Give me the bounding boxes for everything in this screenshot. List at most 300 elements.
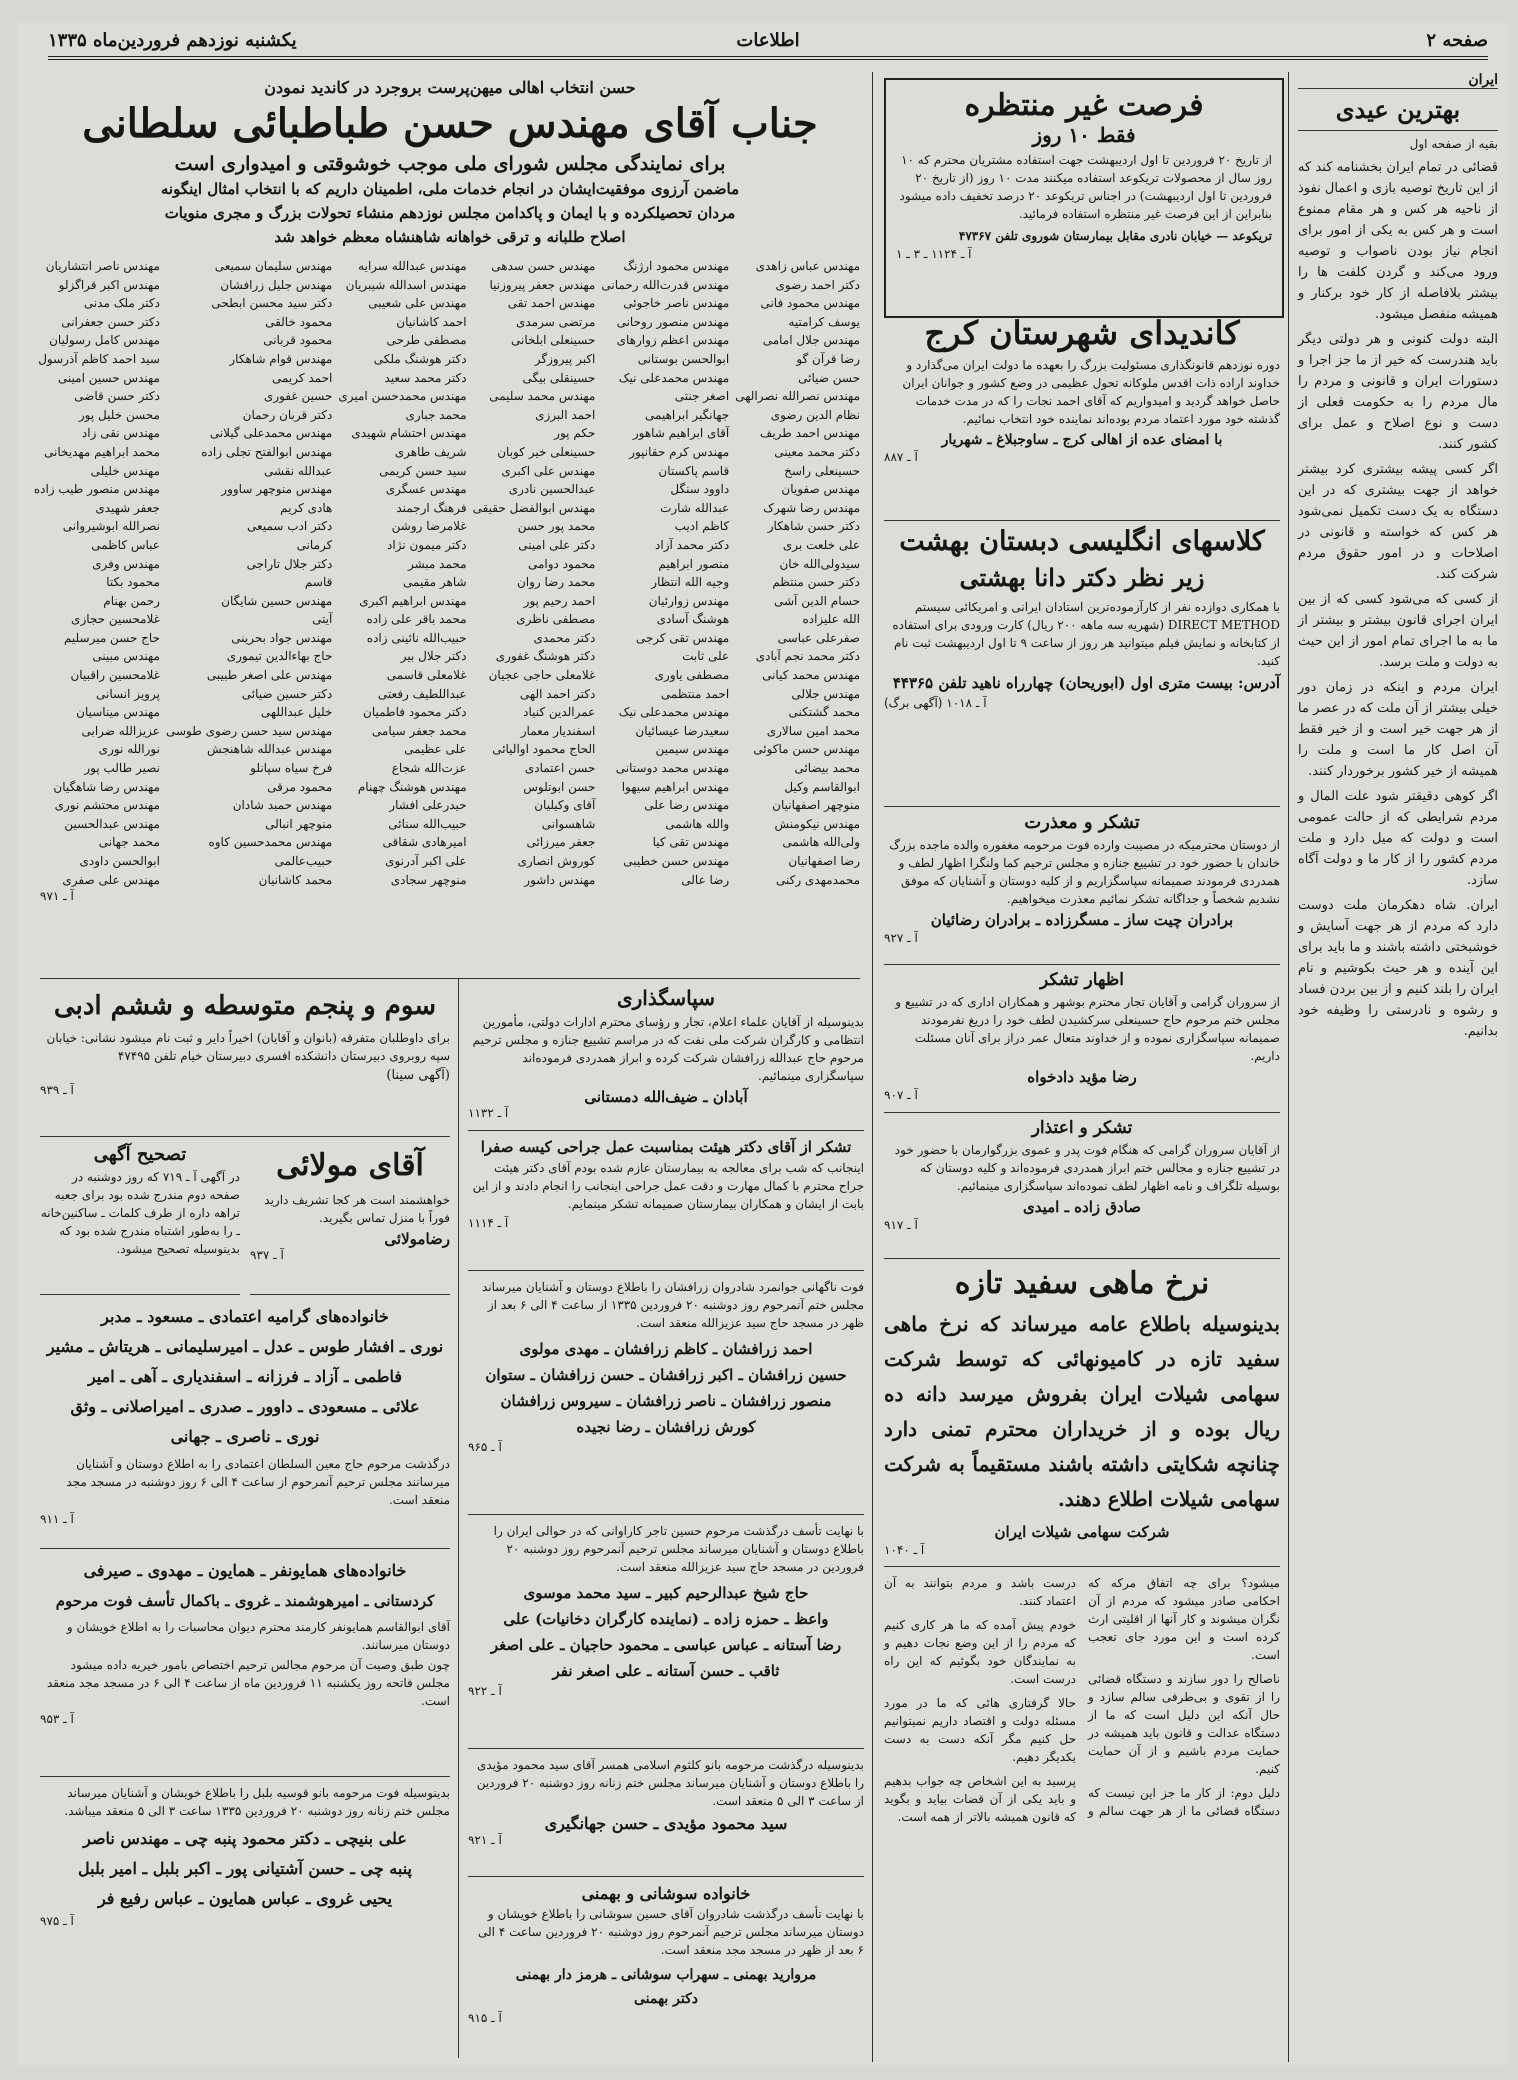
notice-title: آقای مولائی bbox=[276, 1148, 424, 1183]
signatory-name: آیتی bbox=[312, 612, 333, 627]
signatory-name: محمد کاشانیان bbox=[258, 872, 333, 887]
signatory-name: پرویز انسانی bbox=[96, 686, 160, 701]
signatory-name: جعفر شهیدی bbox=[95, 500, 160, 515]
signatory-name: محمود بکتا bbox=[106, 575, 160, 590]
signatory-name: مهندس جعفر پیروزنیا bbox=[489, 277, 596, 292]
humayun-notice bbox=[40, 1556, 450, 1777]
editorial-paragraph: اگر کوهی دقیقتر شود علت المال و مردم شرایطی که از حالت عمومی است و دولت که میل دارد و ملت مردم کشور را از کار ما و دولت آگاه سازد. bbox=[1298, 789, 1498, 888]
main-announcement bbox=[33, 78, 860, 979]
editorial-paragraph: از کسی که می‌شود کسی که از بین ایران اجرای قانون بیشتر و بیشتر از ما به ما اجرای تمام امور از این حیث به دولت و ملت برسد. bbox=[1298, 592, 1498, 670]
ad-subtitle: فقط ۱۰ روز bbox=[1032, 123, 1136, 147]
notice-names: نوری ـ افشار طوس ـ عدل ـ امیرسلیمانی ـ هریتاش ـ مشیر bbox=[46, 1337, 444, 1356]
signatory-name: مهندس رضا شاهگیان bbox=[53, 779, 160, 794]
signatory-name: دکتر احمد رضوی bbox=[775, 277, 860, 292]
announcement-kicker: حسن انتخاب اهالی میهن‌پرست بروجرد در کاندید نمودن bbox=[264, 78, 636, 97]
signatory-name: مهندس صفویان bbox=[781, 482, 860, 497]
notice-names: حاج شیخ عبدالرحیم کبیر ـ سید محمد موسوی bbox=[523, 1584, 809, 1602]
signatory-name: مهندس میناسیان bbox=[76, 705, 160, 720]
signatory-name: مهندس محمود ارژنگ bbox=[623, 259, 730, 273]
school-ad bbox=[40, 986, 450, 1137]
signatory-name: شاهسوانی bbox=[541, 816, 596, 831]
ad-signer: صادق زاده ـ امیدی bbox=[1023, 1198, 1141, 1216]
signatory-name: محمد جعفر سیامی bbox=[371, 723, 467, 738]
signatory-name: کوروش انصاری bbox=[517, 854, 596, 868]
signatory-name: مهندس عبدالله سرایه bbox=[358, 259, 467, 273]
signatory-name: مهندس نیکومنش bbox=[774, 816, 860, 831]
soushani-notice bbox=[468, 1884, 864, 2054]
signatory-name: ابوالقاسم وکیل bbox=[784, 779, 860, 794]
signatory-name: الله علیزاده bbox=[802, 612, 860, 627]
signatory-name: مهندس علی صفری bbox=[62, 872, 160, 887]
notice-names: واعظ ـ حمزه زاده ـ (نماینده کارگران دخانیات) علی bbox=[503, 1610, 829, 1628]
english-class-ad bbox=[884, 526, 1280, 807]
signatory-name: الحاج محمود اوالیائی bbox=[492, 742, 596, 757]
signatory-name: اکبر پیروزگر bbox=[534, 351, 596, 366]
signatory-name: دکتر جلال تاراجی bbox=[246, 556, 333, 571]
signatory-name: فرهنگ ارجمند bbox=[396, 500, 467, 515]
signatory-name: مهندس تقی کیا bbox=[652, 835, 730, 850]
ad-title: سپاسگذاری bbox=[616, 986, 716, 1010]
editorial-paragraph: بقیه از صفحه اول bbox=[1409, 137, 1498, 151]
ad-code: آ ـ ۹۱۷ bbox=[884, 1218, 918, 1232]
notice-names: فاطمی ـ آزاد ـ فرزانه ـ اسفندیاری ـ آهی ـ امیر bbox=[87, 1367, 403, 1386]
signatory-name: محمد گشتکنی bbox=[788, 705, 860, 720]
signatory-name: مهندس علی شعیبی bbox=[368, 296, 467, 311]
signatory-name: مهندس محمد دوستانی bbox=[615, 761, 730, 776]
beheshti-notice bbox=[40, 1784, 450, 2054]
notice-names: ثاقب ـ حسن آستانه ـ علی اصغر نفر bbox=[552, 1662, 780, 1680]
signatory-name: محمد ابراهیم مهدیخانی bbox=[44, 444, 160, 459]
politics-ad bbox=[468, 986, 864, 1131]
correction-notice bbox=[40, 1144, 240, 1295]
signatory-name: مهندس منصور طیب زاده bbox=[33, 482, 160, 497]
signatory-name: دکتر حسن جعفرانی bbox=[61, 314, 160, 329]
signatory-name: محمد پور حسن bbox=[517, 519, 596, 534]
signatory-name: مهندس عبدالحسین bbox=[64, 816, 160, 831]
signatory-name: قاسم پاکستان bbox=[658, 463, 730, 478]
signatory-name: حسن اعتمادی bbox=[524, 761, 596, 776]
column-rule bbox=[1288, 72, 1289, 2062]
notice-names: کردستانی ـ امیرهوشمند ـ غروی ـ باکمال تأسف فوت مرحوم bbox=[55, 1592, 435, 1610]
signatory-name: مصطفی یاوری bbox=[654, 668, 730, 683]
signatory-name: مهندس حسین شایگان bbox=[221, 593, 333, 608]
notice-names: مروارید بهمنی ـ سهراب سوشانی ـ هرمز دار بهمنی bbox=[515, 1967, 817, 1983]
signatory-name: مرتضی سرمدی bbox=[515, 314, 596, 329]
ad-code: آ ـ ۹۶۵ bbox=[468, 1440, 502, 1454]
article-paragraph: پرسید به این اشخاص چه جواب بدهیم و باید یکی از آن قضات بیاید و بگوید که قانون همیشه بالاتر از همه است. bbox=[884, 1774, 1076, 1824]
signatory-name: مهندس محمدعلی گیلانی bbox=[209, 426, 333, 441]
signatory-name: حبیب‌الله سنائی bbox=[388, 816, 467, 831]
signatory-name: مهندس مبینی bbox=[92, 649, 160, 664]
paper-name: اطلاعات bbox=[736, 30, 800, 51]
ad-signers: با امضای عده از اهالی کرج ـ ساوجبلاغ ـ شهریار bbox=[941, 432, 1223, 448]
signatory-name: منوچهر اصفهانیان bbox=[772, 798, 860, 813]
signatory-name: دکتر هوشنگ ملکی bbox=[373, 351, 467, 366]
signatory-name: آقای ابراهیم شاهور bbox=[632, 426, 730, 441]
signatory-name: مهندس تقی کرجی bbox=[635, 630, 730, 645]
signatory-name: مهندس علی اکبری bbox=[501, 463, 596, 478]
notice-text: چون طبق وصیت آن مرحوم مجالس ترحیم اختصاص بامور خیریه داده میشود مجلس فاتحه روز یکشنبه ۱۱ فروردین ماه از ساعت ۴ الی ۶ در مسجد مجد منعقد است. bbox=[46, 1658, 450, 1708]
signatory-name: نصیر طالب پور bbox=[84, 761, 160, 776]
signatory-name: هوشنگ آسادی bbox=[656, 612, 730, 627]
notice-names: علائی ـ مسعودی ـ داوور ـ صدری ـ امیراصلانی ـ وثق bbox=[70, 1397, 420, 1416]
signatory-name: حسن ضیائی bbox=[798, 370, 860, 385]
signatory-name: رضا قرآن گو bbox=[796, 351, 860, 366]
signatory-name: مهندس هوشنگ چهنام bbox=[357, 779, 467, 794]
notice-names: کورش زرافشان ـ رضا نجیده bbox=[576, 1418, 756, 1436]
signatory-name: غلامرضا روشن bbox=[391, 519, 467, 534]
signatory-name: مهندس قوام شاهکار bbox=[229, 351, 333, 366]
signatory-name: حسینعلی خیر کوبان bbox=[497, 444, 596, 459]
notice-title: خانواده سوشانی و بهمنی bbox=[581, 1884, 751, 1903]
section-label: ایران bbox=[1298, 72, 1498, 89]
karaj-ad bbox=[884, 314, 1280, 521]
ad-code: آ ـ ۹۳۷ bbox=[250, 1248, 284, 1262]
signatory-name: مهندس رضا شهرک bbox=[763, 500, 860, 515]
signatory-name: مصطفی طرحی bbox=[386, 333, 467, 348]
signatory-name: مهندس ابراهیم اکبری bbox=[359, 593, 467, 608]
signatory-name: دکتر محمد آزاد bbox=[655, 537, 730, 552]
fish-price-ad bbox=[884, 1266, 1280, 1567]
signatory-name: مهندس ابوالفتح تجلی زاده bbox=[201, 444, 333, 459]
signatory-name: محسن خلیل پور bbox=[78, 407, 160, 422]
signatory-name: حسینعلی راسخ bbox=[784, 463, 860, 478]
ad-text: از آقایان سروران گرامی که هنگام فوت پدر و عموی بزرگوارمان با حضور خود در تشییع جنازه و مجالس ختم ابراز همدردی فرموده‌اند و کلیه دوستان که بوسیله تلگراف و نامه اظهار لطف نموده‌اند سپاسگزاری مینمائیم. bbox=[894, 1143, 1280, 1193]
signatory-name: دکتر قربان رحمان bbox=[242, 407, 333, 422]
signatory-name: علی عظیمی bbox=[404, 742, 467, 757]
ad-code: آ ـ ۸۸۷ bbox=[884, 450, 918, 464]
signatory-name: عبداللطیف رفعتی bbox=[377, 686, 467, 701]
surgery-thanks-ad bbox=[468, 1138, 864, 1271]
signatory-name: محمد امین سالاری bbox=[766, 723, 860, 738]
signatory-name: دکتر سید محسن ابطحی bbox=[211, 296, 333, 311]
signatory-name: عزیزالله ضرابی bbox=[81, 723, 160, 738]
article-paragraph: خودم پیش آمده که ما هر کاری کنیم که مردم را از این وضع نجات دهیم و به نمایندگان خود بگوئیم که این راه درست است. bbox=[884, 1618, 1076, 1686]
notice-text: درگذشت مرحوم حاج معین السلطان اعتمادی را به اطلاع دوستان و آشنایان میرسانند مجلس ترحیم آنمرحوم از ساعت ۴ الی ۶ روز دوشنبه در مسجد مجد منعقد است. bbox=[66, 1457, 450, 1507]
ad-code: آ ـ ۹۱۵ bbox=[468, 2011, 502, 2025]
signatory-name: احمد کریمی bbox=[271, 370, 333, 385]
signatory-name: فرخ سیاه سپانلو bbox=[250, 761, 333, 776]
signatory-name: مهندس جلیل زرافشان bbox=[220, 277, 333, 292]
signatory-name: دکتر حسن منتظم bbox=[772, 575, 860, 590]
signatory-name: مهندس سید حسن رضوی طوسی bbox=[165, 723, 333, 738]
signatory-name: محمد مبشر bbox=[407, 556, 467, 571]
signatory-name: دکتر احمد الهی bbox=[519, 686, 596, 701]
ad-signers: برادران چیت ساز ـ مسگرزاده ـ برادران رضائیان bbox=[930, 911, 1234, 929]
signatory-name: دکتر محمد معینی bbox=[774, 444, 860, 459]
signatory-name: شریف طاهری bbox=[394, 444, 467, 459]
column-rule bbox=[872, 72, 873, 2062]
ad-address: تریکوعد — خیابان نادری مقابل بیمارستان شوروی تلفن ۴۷۳۶۷ bbox=[958, 229, 1272, 243]
editorial-paragraph: ایران. شاه دهکرمان ملت دوست دارد که مردم از هر جهت آسایش و خوشبختی داشته باشند و ما باید برای این آینده و هر حیث بکوشیم و نام ایران را بلند کنیم و از بین بردن فساد و رشوه و نادرستی را وظیفه خود بدانیم. bbox=[1298, 898, 1498, 1039]
notice-names: دکتر بهمنی bbox=[633, 1991, 699, 2007]
notice-signer: سید محمود مؤیدی ـ حسن جهانگیری bbox=[544, 1814, 788, 1833]
signatory-name: رضا اصفهانیان bbox=[788, 854, 860, 868]
signatory-name: مهندس محمدعلی نیک bbox=[618, 705, 730, 720]
signatory-name: مهندس محمدحسن امیری bbox=[338, 389, 467, 404]
signatory-name: مصطفی ناظری bbox=[516, 612, 596, 627]
signatory-name: محمد بیضائی bbox=[794, 761, 860, 776]
ad-text: اینجانب که شب برای معالجه به بیمارستان عازم شده بودم آقای دکتر هیئت جراح محترم با کمال مهارت و دقت عمل جراحی اینجانب را انجام دادند و از این بابت از ایشان و همکاران بیمارستان صمیمانه تشکر مینمایم. bbox=[472, 1161, 864, 1211]
signatory-name: حاج حسن میرسلیم bbox=[63, 630, 160, 645]
ad-title: تشکر و اعتذار bbox=[1031, 1118, 1133, 1138]
signatory-name: مهندس عبدالله شاهنجش bbox=[207, 742, 333, 757]
signatory-name: مهندس عباس زاهدی bbox=[755, 259, 860, 273]
signatory-name: مهندس عسگری bbox=[385, 482, 467, 497]
ad-title: فرصت غیر منتظره bbox=[964, 88, 1204, 123]
notice-text: با نهایت تأسف درگذشت شادروان آقای حسین سوشانی را باطلاع خویشان و دوستان میرساند مجلس ترحیم آنمرحوم روز دوشنبه ۲۰ فروردین ساعت ۴ الی ۶ بعد از ظهر در مسجد مجد منعقد است. bbox=[478, 1907, 864, 1957]
announcement-line: اصلاح طلبانه و ترقی خواهانه شاهنشاه معظم خواهد شد bbox=[274, 228, 626, 246]
ad-title: نرخ ماهی سفید تازه bbox=[954, 1266, 1210, 1301]
signatory-name: ولی‌الله هاشمی bbox=[782, 835, 860, 850]
signatory-name: مهندس سلیمان سمیعی bbox=[214, 259, 333, 273]
ad-code: آ ـ ۱۱۳۲ bbox=[468, 1106, 509, 1120]
notice-text: بدینوسیله درگذشت مرحومه بانو کلثوم اسلامی همسر آقای سید محمود مؤیدی را باطلاع دوستان و آشنایان میرساند مجلس ختم زنانه روز دوشنبه ۲۰ فروردین از ساعت ۳ الی ۵ منعقد است. bbox=[476, 1758, 864, 1808]
signatory-name: هادی کریم bbox=[280, 500, 333, 515]
signatory-name: علی خلعت بری bbox=[782, 537, 860, 552]
announcement-line: مردان تحصیلکرده و با ایمان و پاکدامن مجلس نوزدهم منشاء تحولات بزرگ و مجری منویات bbox=[164, 204, 736, 222]
notice-title: خانواده‌های همایونفر ـ همایون ـ مهدوی ـ صیرفی bbox=[83, 1561, 407, 1580]
signatory-name: محمود خالقی bbox=[265, 314, 333, 329]
ad-code: آ ـ ۹۷۵ bbox=[40, 1914, 74, 1928]
column-rule bbox=[458, 978, 459, 2058]
signatory-name: جعفر میرزائی bbox=[526, 835, 596, 850]
signatory-name: ابوالحسن داودی bbox=[79, 854, 160, 868]
signatory-name: احمد رحیم پور bbox=[523, 593, 596, 608]
signatory-name: امیرهادی شقاقی bbox=[382, 835, 467, 850]
signatory-name: حسینقلی بیگی bbox=[522, 370, 596, 385]
signatory-name: غلامعلی حاجی عجیان bbox=[488, 668, 596, 683]
signatory-name: عبدالحسین نادری bbox=[508, 482, 596, 497]
signatories-grid bbox=[33, 257, 860, 889]
signatory-name: منوچهر سجادی bbox=[390, 872, 467, 887]
signatory-name: حبیب‌الله نائینی زاده bbox=[366, 630, 467, 645]
date-line: یکشنبه نوزدهم فروردین‌ماه ۱۳۳۵ bbox=[48, 30, 297, 51]
masthead bbox=[48, 30, 1488, 60]
ad-signer: شرکت سهامی شیلات ایران bbox=[994, 1523, 1170, 1541]
signatory-name: مهندس اسدالله شیبریان bbox=[345, 277, 467, 292]
signatory-name: مهندس ناصر انتشاریان bbox=[45, 259, 160, 273]
ad-text: با همکاری دوازده نفر از کارآزموده‌ترین استادان ایرانی و امریکائی سیستم DIRECT METHOD (شهریه سه ماهه ۲۰۰ ریال) کارت ورودی برای استفاده از کتابخانه و نمایش فیلم میتوانید هر روز از ساعت ۹ تا اول اردیبهشت ثبت نام کنید. bbox=[892, 600, 1280, 668]
signatory-name: مهندس منوچهر ساوور bbox=[221, 482, 333, 497]
signatory-name: محمود قربانی bbox=[263, 333, 333, 348]
editorial-column bbox=[1298, 72, 1498, 2062]
notice-names: علی بنیچی ـ دکتر محمود پنبه چی ـ مهندس ناصر bbox=[83, 1829, 407, 1848]
ad-note: (آگهی سینا) bbox=[386, 1068, 450, 1083]
signatory-name: عبدالله نقشی bbox=[263, 463, 333, 478]
signatory-name: غلامعلی قاسمی bbox=[386, 668, 467, 683]
signatory-name: مهندس نقی زاد bbox=[81, 426, 160, 441]
signatory-name: مهندس وفری bbox=[92, 556, 160, 571]
editorial-paragraph: قضائی در تمام ایران بخشنامه کند که از این تاریخ توصیه بازی و اعمال نفوذ از ناحیه هر کس و هر مقام ممنوع است و هر کس به یکی از امور برای انجام نیاز بودن ناصواب و توصیه ورود می‌کند و گردن کلفت ها را بیشتر بلافاصله از کار خود برکنار و همیشه منفصل میشود. bbox=[1298, 160, 1498, 322]
signatory-name: سیدولی‌الله خان bbox=[779, 556, 860, 571]
ad-code: آ ـ ۹۱۱ bbox=[40, 1512, 74, 1526]
notice-signer: رضامولائی bbox=[384, 1230, 450, 1248]
signatory-name: مهندس زوارئیان bbox=[648, 593, 730, 608]
ad-signer: آبادان ـ ضیف‌الله دمستانی bbox=[584, 1088, 748, 1106]
signatory-name: منصور ابراهیم bbox=[658, 556, 730, 571]
signatory-name: مهندس سیمین bbox=[655, 742, 730, 757]
notice-names: نوری ـ ناصری ـ جهانی bbox=[170, 1427, 320, 1446]
signatory-name: مهندس محمود فانی bbox=[760, 296, 860, 311]
signatory-name: مهندس جلال امامی bbox=[762, 333, 860, 348]
ad-signer: رضا مؤید دادخواه bbox=[1027, 1068, 1137, 1086]
article-paragraph: ناصالح را دور سازند و دستگاه قضائی را از تقوی و بی‌طرفی سالم سازد و حال آنکه این دلیل است که ما از دستگاه عدالت و قانون باید همیشه در حمایت مردم باشیم و از آن حمایت کنیم. bbox=[1088, 1672, 1280, 1776]
signatory-name: دکتر حسن شاهکار bbox=[767, 519, 860, 534]
signatory-name: عبدالله شارت bbox=[660, 500, 730, 515]
signatory-name: حیدرعلی افشار bbox=[389, 798, 467, 813]
signatory-name: مهندس اعظم زوارهای bbox=[616, 333, 730, 348]
signatory-name: غلامحسین راقبیان bbox=[70, 668, 160, 683]
notice-text: در آگهی آ ـ ۷۱۹ که روز دوشنبه در صفحه دوم مندرج شده بود برای جعبه تراهه داره از طرف کلمات ـ ساکنین‌خانه ـ را به‌طور اشتباه مندرج شده بود که بدینوسیله تصحیح میشود. bbox=[40, 1170, 240, 1256]
signatory-name: سعیدرضا عیسائیان bbox=[635, 723, 730, 738]
editorial-paragraph: البته دولت کنونی و هر دولتی دیگر باید هندرست که خیر از ما جز اجرا و دستورات ایران و قانونی و مردم را مال مردم را به حکومت فعلی از دست و نوع اصلاح و عمل برای کشور کنند. bbox=[1298, 332, 1498, 452]
signatory-name: محمد باقر علی زاده bbox=[366, 612, 467, 627]
ad-code: آ ـ ۱۱۲۴ ـ ۳ ـ ۱ bbox=[896, 247, 972, 261]
ad-title: سوم و پنجم متوسطه و ششم ادبی bbox=[53, 991, 437, 1021]
ad-text: بدینوسیله باطلاع عامه میرساند که نرخ ماهی سفید تازه در کامیونهائی که توسط شرکت سهامی شیلات ایران بفروش میرسد دانه ده ریال بوده و از خریداران محترم تمنی دارد چنانچه شکایتی داشته باشند مستقیماً به شرکت سهامی شیلات اطلاع دهند. bbox=[884, 1312, 1280, 1511]
ad-text: بدینوسیله از آقایان علماء اعلام، تجار و رؤسای محترم ادارات دولتی، مأمورین انتظامی و کارگران شرکت ملی نفت که در مراسم تشییع جنازه و مجلس ترحیم مرحوم حاج عبدالله زرافشان شرکت کرده و ابراز همدردی فرموده‌اند سپاسگزاری مینمائیم. bbox=[472, 1015, 864, 1083]
article-tail bbox=[884, 1574, 1280, 2054]
signatory-name: مهندس نصرالله نصرالهی bbox=[735, 389, 860, 404]
notice-title: خانواده‌های گرامیه اعتمادی ـ مسعود ـ مدبر bbox=[101, 1307, 389, 1326]
signatory-name: مهندس حسن ماکوئی bbox=[753, 742, 860, 757]
signatory-name: سید احمد کاظم آذرسول bbox=[38, 351, 160, 366]
ad-text: از دوستان محترمیکه در مصیبت وارده فوت مرحومه مغفوره والده ماجده بزرگ خاندان با حضور خود در تشییع جنازه و مجلس ترحیم کما ولنگرا اظهار لطف و همدردی فرمودند صمیمانه سپاسگزاریم و از کلیه دوستان و آشنایان که موفق نشدیم شخصاً و جداگانه تشکر نمائیم معذرت میخواهیم. bbox=[889, 838, 1280, 906]
signatory-name: غلامحسین حجازی bbox=[71, 612, 160, 627]
signatory-name: دکتر ادب سمیعی bbox=[247, 519, 333, 534]
ad-title: تشکر و معذرت bbox=[1024, 812, 1140, 833]
signatory-name: مهندس جلالی bbox=[791, 686, 860, 701]
signatory-name: دکتر جلال بیر bbox=[400, 649, 467, 664]
ad-title: کلاسهای انگلیسی دبستان بهشت bbox=[899, 526, 1265, 557]
signatory-name: مهندس قدرت‌الله رحمانی bbox=[601, 277, 730, 292]
signatory-name: مهندس کرم حقانپور bbox=[629, 444, 730, 459]
article-paragraph: حالا گرفتاری هائی که ما در مورد مسئله دولت و اقتصاد داریم نمیتوانیم حل کنیم مگر آنکه دست به دست یکدیگر دهیم. bbox=[884, 1696, 1076, 1764]
notice-names: رضا آستانه ـ عباس عباسی ـ محمود حاجیان ـ علی اصغر bbox=[490, 1636, 842, 1654]
notice-names: پنبه چی ـ حسن آشتیانی پور ـ اکبر بلبل ـ امیر بلبل bbox=[78, 1859, 412, 1878]
signatory-name: حسین غفوری bbox=[263, 389, 333, 404]
ad-text: از تاریخ ۲۰ فروردین تا اول اردیبهشت جهت استفاده مشتریان محترم که ۱۰ روز سال از محصولات تریکوعد استفاده میکنند مدت ۱۰ روز (از تاریخ ۲۰ فروردین تا اول اردیبهشت) در اجناس تریکوعد ۲۰ درصد تخفیف داده میشود بنابراین از این فرصت غیر منتظره استفاده فرمائید. bbox=[899, 153, 1272, 221]
signatory-name: حاج بهاءالدین تیموری bbox=[226, 649, 333, 664]
signatory-name: والله هاشمی bbox=[665, 816, 730, 831]
signatory-name: رضا عالی bbox=[681, 872, 730, 887]
signatory-name: محمد جهانی bbox=[98, 835, 160, 850]
ad-text: برای داوطلبان متفرقه (بانوان و آقایان) اخیراً دایر و ثبت نام میشود نشانی: خیابان سپه روبروی دبیرستان دانشکده افسری دبیرستان خیام تلفن ۴۷۴۹۵ bbox=[46, 1031, 450, 1063]
ad-code: آ ـ ۹۲۷ bbox=[884, 931, 918, 945]
signatory-name: آقای وکیلیان bbox=[534, 798, 596, 813]
ad-title: کاندیدای شهرستان کرج bbox=[924, 314, 1240, 352]
signatory-name: مهندس ابراهیم سیهوا bbox=[621, 779, 730, 794]
notice-text: فوت ناگهانی جوانمرد شادروان زرافشان را باطلاع دوستان و آشنایان میرساند مجلس ختم آنمرحوم روز دوشنبه ۲۰ فروردین ۱۳۳۵ از ساعت ۴ الی ۶ بعد از ظهر در مسجد حاج سید عزیزالله منعقد است. bbox=[481, 1280, 864, 1330]
signatory-name: احمد البرزی bbox=[535, 407, 596, 422]
editorial-paragraph: ایران مردم و اینکه در زمان دور خیلی بیشتر از آن ملت که در عصر ما از هر جهت خیر است و از خیر فقط آن اصل کار ما است و ملت را همیشه از خیر کشور برخوردار کنند. bbox=[1298, 680, 1498, 779]
editorial-title: بهترین عیدی bbox=[1298, 89, 1498, 131]
ad-code: آ ـ ۹۷۱ bbox=[40, 889, 74, 904]
signatory-name: محمدمهدی رکنی bbox=[775, 872, 860, 887]
signatory-name: عباس کاظمی bbox=[91, 537, 160, 552]
molaei-notice bbox=[250, 1144, 450, 1295]
signatory-name: صفرعلی عباسی bbox=[777, 630, 860, 645]
signatory-name: دکتر محمد سعید bbox=[384, 370, 467, 385]
signatory-name: خلیل عبداللهی bbox=[260, 705, 333, 720]
notice-names: احمد زرافشان ـ کاظم زرافشان ـ مهدی مولوی bbox=[519, 1340, 813, 1358]
signatory-name: حکم پور bbox=[554, 426, 596, 441]
signatory-name: دکتر محمود فاطمیان bbox=[363, 705, 467, 720]
announcement-subtitle: برای نمایندگی مجلس شورای ملی موجب خوشوقتی و امیدواری است bbox=[174, 153, 726, 175]
ad-title: اظهار تشکر bbox=[1039, 970, 1125, 990]
announcement-title: جناب آقای مهندس حسن طباطبائی سلطانی bbox=[82, 100, 818, 147]
notice-names: آقای ابوالقاسم همایونفر کارمند محترم دیوان محاسبات را به اطلاع خویشان و دوستان میرسانند. bbox=[66, 1620, 450, 1652]
ad-title: تشکر از آقای دکتر هیئت بمناسبت عمل جراحی کیسه صفرا bbox=[480, 1138, 852, 1156]
signatory-name: مهندس ناصر خاجوئی bbox=[623, 296, 730, 311]
ad-code: آ ـ ۹۵۳ bbox=[40, 1712, 74, 1726]
article-paragraph: میشود؟ برای چه اتفاق مرکه که احکامی صادر میشود که مردم از آن نگران میشوند و کار آنها از اقلیتی ارث کرده است و این مورد جای تعجب است. bbox=[1088, 1576, 1280, 1662]
signatory-name: مهندس احمد طریف bbox=[759, 426, 860, 441]
signatory-name: جهانگیر ابراهیمی bbox=[645, 407, 730, 422]
mousavi-notice bbox=[468, 1522, 864, 1749]
article-columns bbox=[884, 1574, 1280, 1826]
signatory-name: داوود سنگل bbox=[670, 482, 730, 497]
signatory-name: وجیه الله انتظار bbox=[651, 575, 730, 590]
signatory-name: دکتر حسن قاضی bbox=[74, 389, 160, 404]
signatory-name: علی ثابت bbox=[682, 649, 730, 664]
ad-code: آ ـ ۱۱۱۴ bbox=[468, 1216, 509, 1230]
notice-title: تصحیح آگهی bbox=[93, 1144, 187, 1165]
signatory-name: عمرالدین کنیاد bbox=[523, 705, 596, 720]
signatory-name: مهندس علی اصغر طبیبی bbox=[206, 668, 333, 683]
signatory-name: مهندس داشور bbox=[524, 872, 596, 887]
notice-names: منصور زرافشان ـ ناصر زرافشان ـ سیروس زرافشان bbox=[500, 1392, 832, 1410]
signatory-name: محمود مرقی bbox=[267, 779, 333, 794]
notice-text: با نهایت تأسف درگذشت مرحوم حسین تاجر کاراوانی که در حوالی ایران را باطلاع دوستان و آشنایان میرساند مجلس ترحیم آنمرحوم روز دوشنبه ۲۰ فروردین در مسجد حاج سید عزیزالله منعقد است. bbox=[493, 1524, 864, 1574]
signatory-name: مهندس احتشام شهیدی bbox=[351, 426, 467, 441]
opportunity-ad bbox=[884, 78, 1284, 318]
signatory-name: دکتر هوشنگ غفوری bbox=[495, 649, 596, 664]
signatory-name: محمد رضا روان bbox=[516, 575, 596, 590]
signatory-name: محمد جباری bbox=[405, 407, 467, 422]
signatory-name: نظام الدین رضوی bbox=[770, 407, 860, 422]
ad-code: آ ـ ۹۰۷ bbox=[884, 1088, 918, 1102]
signatory-name: احمد منتظمی bbox=[660, 686, 730, 701]
page-label: صفحه ۲ bbox=[1426, 30, 1488, 51]
signatory-name: مهندس محمدعلی نیک bbox=[618, 370, 730, 385]
signatory-name: مهندس حسن خطیبی bbox=[623, 854, 730, 868]
signatory-name: مهندس محمد سلیمی bbox=[489, 389, 596, 404]
ad-subtitle: زیر نظر دکتر دانا بهشتی bbox=[959, 563, 1205, 592]
signatory-name: دکتر محمد نجم آبادی bbox=[755, 649, 860, 664]
thanks-ad-2 bbox=[884, 1118, 1280, 1259]
signatory-name: شاهر مقیمی bbox=[403, 575, 467, 590]
ad-text: از سروران گرامی و آقایان تجار محترم بوشهر و همکاران اداری که در تشییع و مجلس ختم مرحوم حاج حسینعلی سرکشیدن لطف خود را دریغ نفرمودند صمیمانه سپاسگزاری نموده و از خداوند متعال عمر دراز برای آنان مسئلت داریم. bbox=[895, 995, 1280, 1063]
signatory-name: حسینعلی ابلخانی bbox=[511, 333, 596, 348]
signatory-name: ابوالحسن بوستانی bbox=[637, 351, 730, 366]
signatory-name: قاسم bbox=[304, 575, 333, 590]
signatory-name: دکتر ملک مدنی bbox=[83, 296, 160, 311]
signatory-name: سید حسن کریمی bbox=[379, 463, 467, 478]
signatory-name: نصرالله ابوشیروانی bbox=[62, 519, 160, 534]
signatory-name: کرمانی bbox=[296, 537, 333, 552]
ad-code: آ ـ ۹۲۲ bbox=[468, 1684, 502, 1698]
signatory-name: مهندس جواد بحرینی bbox=[231, 630, 333, 645]
signatory-name: علی اکبر آدرنوی bbox=[385, 854, 467, 868]
signatory-name: عزت‌الله شجاع bbox=[391, 761, 467, 776]
jahangiri-notice bbox=[468, 1756, 864, 1877]
condolence-ad bbox=[884, 812, 1280, 965]
signatory-name: حسن ابوتلوس bbox=[523, 779, 596, 794]
signatory-name: مهندس خلیلی bbox=[90, 463, 160, 478]
signatory-name: دکتر محمدی bbox=[533, 630, 596, 645]
